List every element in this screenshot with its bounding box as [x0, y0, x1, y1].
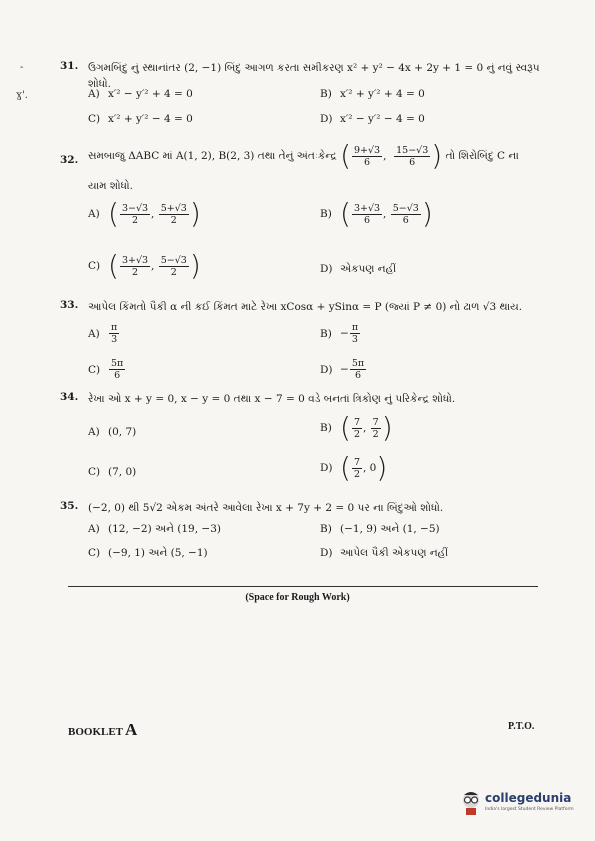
- frac-num: 5−√3: [392, 202, 419, 214]
- question-number: 33.: [60, 299, 79, 311]
- coord-y: 0: [369, 462, 377, 474]
- frac-num: 5π: [111, 358, 124, 369]
- option-text: (12, −2) અને (19, −3): [108, 523, 221, 535]
- frac-den: 2: [353, 468, 360, 480]
- collegedunia-logo: [460, 790, 580, 820]
- option-a[interactable]: [88, 523, 221, 536]
- question-number: 34.: [60, 391, 79, 403]
- option-d[interactable]: [320, 113, 425, 125]
- frac-num: 5π: [351, 358, 365, 369]
- option-label: B): [320, 208, 332, 220]
- option-a[interactable]: [88, 88, 193, 100]
- question-number: 31.: [60, 60, 79, 72]
- option-c[interactable]: [88, 113, 193, 125]
- frac-den: 2: [170, 214, 177, 226]
- option-text: (7, 0): [108, 466, 137, 478]
- option-label: A): [88, 88, 100, 100]
- frac-den: 2: [131, 266, 139, 278]
- question-text-part: યામ શોધો.: [88, 180, 133, 192]
- option-c[interactable]: [88, 358, 126, 381]
- frac-den: 6: [402, 214, 409, 226]
- option-a[interactable]: [88, 426, 136, 438]
- option-label: B): [320, 422, 332, 434]
- frac-den: 2: [372, 428, 379, 440]
- option-d[interactable]: [320, 263, 396, 276]
- option-text: (−1, 9) અને (1, −5): [340, 523, 440, 535]
- rough-work-label: (Space for Rough Work): [245, 592, 350, 603]
- option-label: D): [320, 263, 333, 275]
- question-text-part: તો શિરોબિંદુ C ના: [445, 150, 519, 162]
- option-d[interactable]: [320, 358, 367, 381]
- frac-num: 7: [353, 456, 360, 468]
- option-label: C): [88, 466, 101, 478]
- option-a[interactable]: A) ( $\frac{3-√3}{2}$ , $\frac{5+√3}{2}$ ): [88, 197, 201, 230]
- booklet-label: [68, 720, 137, 740]
- logo-mascot-icon: [460, 790, 482, 816]
- option-b[interactable]: [320, 88, 425, 100]
- option-label: D): [320, 462, 333, 474]
- question-text: (−2, 0) થી 5√2 એકમ અંતરે આવેલા રેખા x + 7y + 2 = 0 પર ના બિંદુઓ શોધો.: [88, 502, 444, 514]
- frac-den: 3: [351, 334, 358, 345]
- option-a[interactable]: [88, 322, 120, 345]
- logo-name: collegedunia: [485, 791, 572, 805]
- option-text: આપેલ પૈકી એકપણ નહીં: [340, 547, 449, 559]
- stray-mark: ɣ'.: [16, 90, 28, 101]
- option-label: C): [88, 260, 101, 272]
- frac-num: 7: [353, 416, 360, 428]
- option-label: D): [320, 363, 333, 376]
- frac-den: 6: [409, 156, 416, 168]
- frac-den: 6: [114, 370, 121, 381]
- pto-label: P.T.O.: [508, 721, 535, 732]
- booklet-text: BOOKLET: [68, 726, 124, 738]
- question-text: સમબાજુ ΔABC માં A(1, 2), B(2, 3) તથા તેનું અંતઃકેન્દ્ર ( $\frac{9+√3}{6}$ , $\frac{15-√3}{6}$ ) તો શિરોબિંદુ C ના: [88, 139, 519, 172]
- frac-num: 5+√3: [160, 202, 187, 214]
- stray-mark: -: [20, 62, 24, 73]
- option-label: B): [320, 88, 332, 100]
- option-text: x′² − y′² + 4 = 0: [108, 88, 193, 100]
- option-text: (−9, 1) અને (5, −1): [108, 547, 208, 559]
- option-text: x′² − y′² − 4 = 0: [340, 113, 425, 125]
- option-label: B): [320, 523, 332, 535]
- option-c[interactable]: [88, 466, 136, 478]
- option-label: B): [320, 327, 332, 340]
- frac-num: 3+√3: [121, 254, 149, 266]
- option-label: A): [88, 426, 100, 438]
- frac-den: 6: [364, 156, 371, 168]
- option-b[interactable]: [320, 322, 361, 345]
- frac-num: π: [351, 322, 359, 333]
- frac-den: 3: [111, 334, 118, 345]
- option-label: C): [88, 363, 101, 376]
- option-sign: −: [340, 327, 349, 340]
- frac-den: 2: [131, 214, 139, 226]
- logo-tagline: India's largest Student Review Platform: [485, 807, 574, 812]
- question-text-part: સમબાજુ ΔABC માં A(1, 2), B(2, 3) તથા તેનું અંતઃકેન્દ્ર: [88, 150, 337, 162]
- frac-den: 6: [363, 214, 371, 226]
- option-c[interactable]: [88, 547, 208, 560]
- option-label: C): [88, 547, 101, 559]
- frac-num: 7: [372, 416, 379, 428]
- frac-num: π: [111, 322, 118, 333]
- frac-num: 3+√3: [353, 202, 381, 214]
- option-text: (0, 7): [108, 426, 137, 438]
- option-c[interactable]: C) ( $\frac{3+√3}{2}$ , $\frac{5-√3}{2}$ ): [88, 249, 201, 282]
- option-d[interactable]: [320, 547, 448, 560]
- question-number: 35.: [60, 500, 79, 512]
- option-b[interactable]: [320, 523, 440, 536]
- option-b[interactable]: B) ( $\frac{3+√3}{6}$ , $\frac{5-√3}{6}$ ): [320, 197, 433, 230]
- question-number: 32.: [60, 154, 79, 166]
- question-text: રેખા ઓ x + y = 0, x − y = 0 તથા x − 7 = 0 વડે બનતાં ત્રિકોણ નું પરિકેન્દ્ર શોધો.: [88, 393, 456, 405]
- option-text: x′² + y′² + 4 = 0: [340, 88, 425, 100]
- question-text: ઉગમબિંદુ નું સ્થાનાંતર (2, −1) બિંદુ આગળ કરતા સમીકરણ x² + y² − 4x + 2y + 1 = 0 નું નવું સ્વરૂપ શોધો.: [88, 62, 540, 90]
- frac-num: 3−√3: [121, 202, 149, 214]
- frac-num: 5−√3: [160, 254, 187, 266]
- option-b[interactable]: B) ( $\frac{7}{2}$ , $\frac{7}{2}$ ): [320, 411, 393, 444]
- option-sign: −: [340, 363, 349, 376]
- option-d[interactable]: D) ( $\frac{7}{2}$ , 0): [320, 451, 388, 484]
- option-label: C): [88, 113, 101, 125]
- option-label: A): [88, 327, 100, 340]
- frac-den: 2: [170, 266, 177, 278]
- option-text: એકપણ નહીં: [340, 263, 397, 275]
- frac-den: 2: [353, 428, 360, 440]
- option-label: A): [88, 523, 100, 535]
- frac-den: 6: [354, 370, 361, 381]
- rough-work-divider: [68, 586, 538, 587]
- question-text: આપેલ કિંમતો પૈકી α ની કઈ કિંમત માટે રેખા xCosα + ySinα = P (જ્યાં P ≠ 0) નો ઢાળ √3 થાય.: [88, 301, 523, 313]
- option-text: x′² + y′² − 4 = 0: [108, 113, 193, 125]
- booklet-letter: A: [125, 720, 138, 739]
- option-label: D): [320, 113, 333, 125]
- option-label: D): [320, 547, 333, 559]
- option-label: A): [88, 208, 100, 220]
- frac-num: 15−√3: [396, 144, 429, 156]
- frac-num: 9+√3: [354, 144, 381, 156]
